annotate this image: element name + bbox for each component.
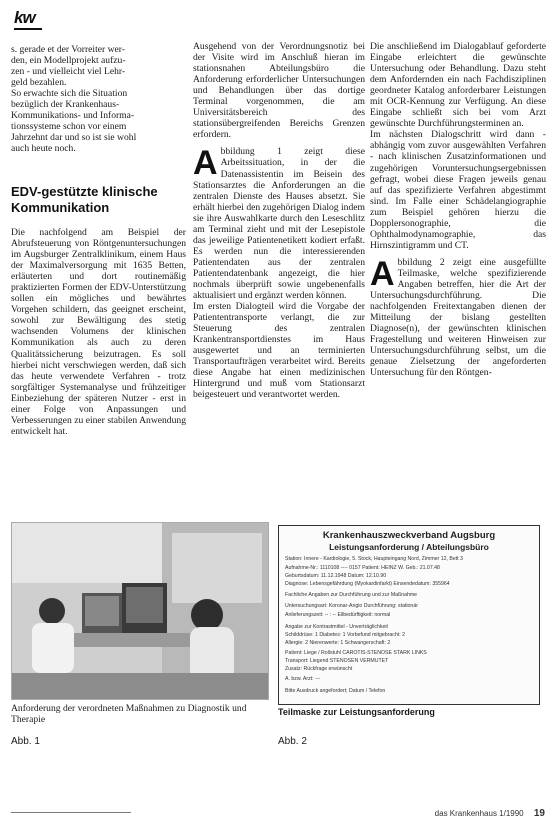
body-paragraph: bbildung 1 zeigt diese Arbeitssituation, in der die Datenassistentin im Beisein des Stationsarztes die Anforderungen an die zentralen Dienste des Hauses absetzt. Sie erhält hierbei den zugehörigen Dialog indem sie ihre Auswahlkarte durch den Leseschlitz am Terminal zieht und mit der Lesepistole das jeweilige Patientenetikett kodiert erfaßt. Es werden nun die interessierenden Patientendaten aus der zentralen Patientendatenbank angezeigt, die hier nochmals überprüft sowie ungebenenfalls aktualisiert und ergänzt werden können. bbox=[193, 146, 365, 302]
intro-line: den, ein Modellprojekt aufzu- bbox=[11, 55, 126, 67]
body-paragraph: Die anschließend im Dialogablauf geforderte Eingabe erleichtert die gewünschte Untersuchung oder Behandlung. Dazu steht dem Anfordernden ein nach Fachdisziplinen geordneter Katalog anforderbarer Leistungen mit OCR-Kennung zur Verfügung. An diese Eingabe schließt sich bei vom Arzt gewünschte Durchführungsterminen an. bbox=[370, 41, 546, 130]
form-row: Geburtsdatum: 11.12.1948 Datum: 12.10.90 bbox=[285, 573, 387, 579]
section-heading: EDV-gestützte klinische Kommunikation bbox=[11, 184, 158, 215]
column-1-body bbox=[11, 227, 186, 437]
intro-line: tionssysteme schon vor einem bbox=[11, 121, 127, 133]
form-row: Untersuchungsart: Koronar-Angio Durchführung: stationär bbox=[285, 603, 418, 609]
intro-line: bezüglich der Krankenhaus- bbox=[11, 99, 120, 111]
form-row: Zusatz: Rückfrage erwünscht bbox=[285, 666, 353, 672]
form-subtitle: Leistungsanforderung / Abteilungsbüro bbox=[329, 542, 489, 552]
body-paragraph: bbildung 2 zeigt eine ausgefüllte Teilmaske, welche spezifizierende Angaben betreffen, hier die Art der Untersuchungsdurchführung. Die nachfolgenden Freitextangaben dienen der Mitteilung der bislang gestellten Diagnose(n), der gewünschten klinischen Fragestellung und weiteren Hinweisen zur Untersuchungsdurchführung selbst, um die genaue Zielsetzung der angeforderten Untersuchung für den Röntgen- bbox=[370, 256, 546, 379]
form-row: Angabe zur Kontrastmittel - Unverträglichkeit bbox=[285, 624, 388, 630]
page-number: 19 bbox=[533, 808, 545, 819]
photo-illustration bbox=[12, 523, 269, 700]
form-row: Diagnose: Lebensgefährdung (Myokardinfarkt) Einsendedatum: 355964 bbox=[285, 581, 450, 587]
figure-1-label: Abb. 1 bbox=[11, 736, 40, 747]
footer-rule bbox=[11, 812, 131, 813]
intro-line: So erwachte sich die Situation bbox=[11, 88, 128, 100]
body-paragraph: Im nächsten Dialogschritt wird dann - abhängig vom zuvor ausgewählten Verfahren - nach klinischen Zusatzinformationen und zugehörigen Voruntersuchungsergebnissen gefragt, wobei diese Fragen jeweils genau auf das spezifizierte Verfahren abgestimmt sind. Im Falle einer Schädelangiographie zum Beispiel gehören hierzu die Dopplersonographie, die Ophthalmodynamographie, das Hirnszintigramm und CT. bbox=[370, 129, 546, 251]
figure-2-caption: Teilmaske zur Leistungsanforderung bbox=[278, 707, 435, 717]
form-row: Aufnahme-Nr.: 1110108 ---- 0157 Patient: HEINZ W. Geb.: 21.07.48 bbox=[285, 565, 440, 571]
intro-line: s. gerade et der Vorreiter wer- bbox=[11, 44, 125, 55]
form-row: Schilddrüse: 1 Diabetes: 1 Vorbefund mitgebracht: 2 bbox=[285, 632, 405, 638]
form-row: Anlieferungszeit: -- : -- Eilbedürftigkeit: normal bbox=[285, 612, 391, 618]
form-row: Bitte Ausdruck angefordert; Datum / Telefon bbox=[285, 688, 386, 694]
page-footer bbox=[420, 808, 545, 819]
form-row: Fachliche Angaben zur Durchführung und zur Maßnahme bbox=[285, 592, 418, 598]
figure-2-label: Abb. 2 bbox=[278, 736, 307, 747]
intro-line: zen - und vielleicht viel Lehr- bbox=[11, 66, 126, 78]
office-photo bbox=[11, 522, 269, 700]
body-paragraph: Ausgehend von der Verordnungsnotiz bei der Visite wird im Anschluß hieran im stationsnahen Abteilungsbüro die Anforderung erforderlicher Untersuchungen und Behandlungen über das dortige Terminal vorgenommen, die am Universitätsbereich des stationsübergreifenden Bereichs Grenzen erfordern. bbox=[193, 41, 365, 141]
magazine-logo: kw bbox=[14, 8, 42, 30]
form-title: Krankenhauszweckverband Augsburg bbox=[322, 530, 496, 541]
dropcap-paragraph bbox=[193, 146, 365, 301]
intro-line: geld bezahlen. bbox=[11, 77, 67, 89]
intro-line: Kommunikations- und Informa- bbox=[11, 110, 135, 122]
intro-line: auch heute noch. bbox=[11, 143, 76, 155]
body-paragraph: Im ersten Dialogteil wird die Vorgabe der Patiententransporte verlangt, die zur Steuerung des zentralen Krankentransportdienstes im Haus ausgewertet und an terminierten Transportaufträgen verarbeitet wird. Bereits diese Angabe hat einen medizinischen Hintergrund und muß vom Stationsarzt beigesteuert und verantwortet werden. bbox=[193, 301, 365, 401]
figure-1-caption: Anforderung der verordneten Maßnahmen zu Diagnostik und Therapie bbox=[11, 703, 247, 725]
body-paragraph: Die nachfolgend am Beispiel der Abrufsteuerung von Röntgenuntersuchungen im Augsburger Zentralklinikum, einem Haus der Maximalversorgung mit 1635 Betten, erläuterten und dort routinemäßig praktizierten Formen der EDV-Unterstützung sollen ein mögliches und bewährtes Vorgehen schildern, das geeignet erscheint, sowohl zur Bewältigung des stetig wachsenden Volumens der klinischen Kommunikation als auch zu deren Qualitätssicherung beizutragen. Es soll hierbei nicht verschwiegen werden, daß sich das heute verwendete Verfahren - trotz sorgfältiger Systemanalyse und frühzeitiger Einbeziehung der späteren Nutzer - erst in einer Folge von Anpassungen und Verbesserungen zu einer stabilen Anwendung entwickelt hat. bbox=[11, 227, 186, 437]
request-form-figure bbox=[278, 525, 540, 705]
intro-line: Jahrzehnt dar und so ist sie wohl bbox=[11, 132, 137, 144]
dropcap-letter: A bbox=[193, 144, 218, 183]
form-row: Station: Innere - Kardiologie, 5. Stock, Haupteingang Nord, Zimmer 12, Bett 3 bbox=[285, 556, 463, 562]
column-1-intro bbox=[11, 44, 186, 154]
dropcap-paragraph bbox=[370, 254, 546, 379]
column-3 bbox=[370, 41, 546, 378]
form-row: Transport: Liegend STENOSEN VERMUTET bbox=[285, 658, 389, 664]
form-row: Patient: Liege / Rollstuhl CAROTIS-STENOSE STARK LINKS bbox=[285, 650, 427, 656]
dropcap-letter: A bbox=[370, 254, 395, 293]
column-2 bbox=[193, 41, 365, 401]
form-row: Allergie: 2 Nierenwerte: 1 Schwangerschaft: 2 bbox=[285, 640, 391, 646]
publication-info: das Krankenhaus 1/1990 bbox=[434, 809, 524, 818]
form-row: A. bzw. Arzt: --- bbox=[285, 676, 321, 682]
